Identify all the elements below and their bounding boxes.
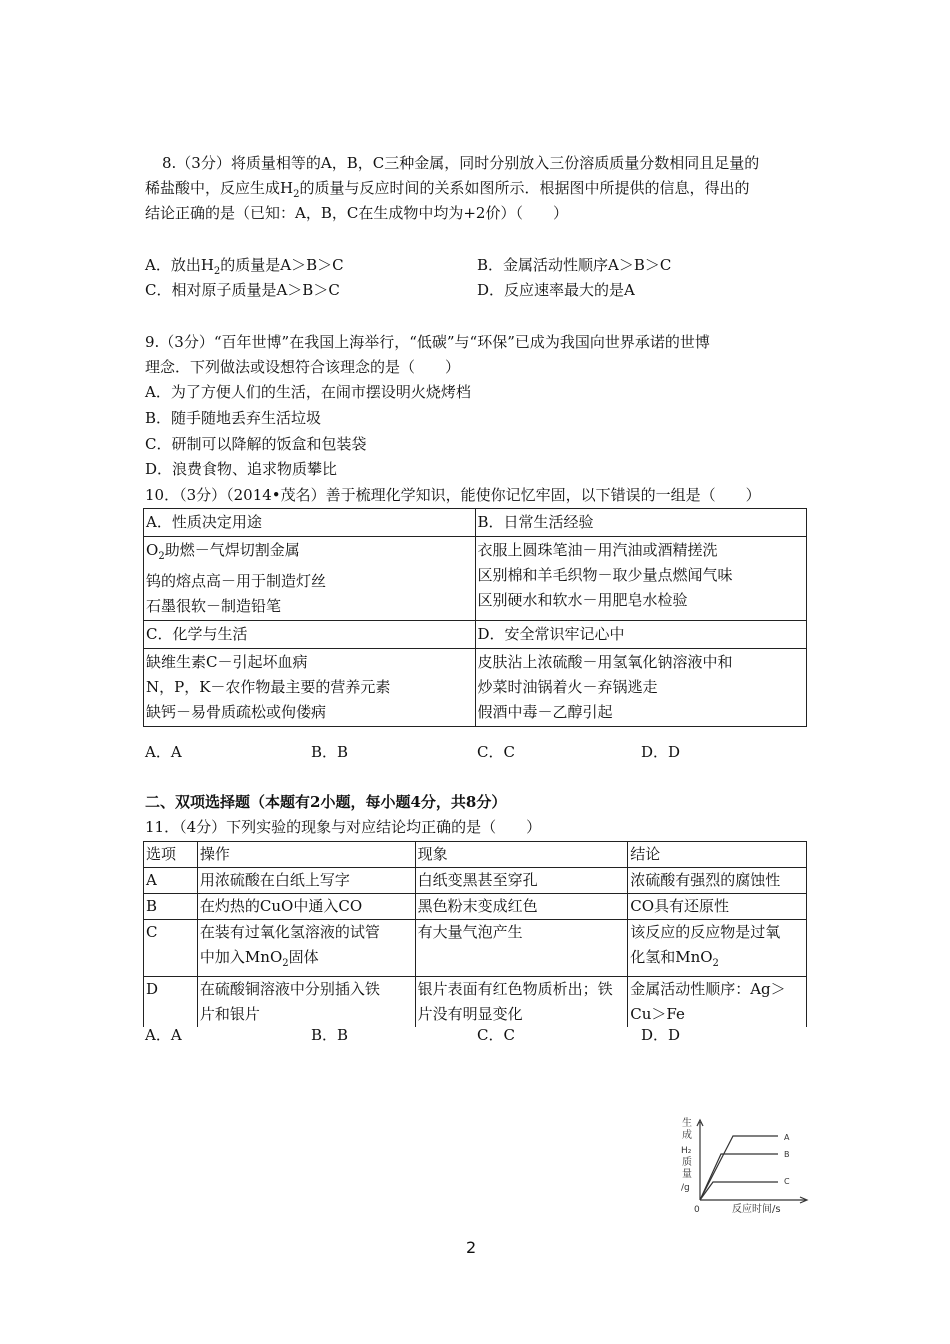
curve-label-c: C	[784, 1177, 790, 1186]
q9-line1: 9.（3分）“百年世博”在我国上海举行，“低碳”与“环保”已成为我国向世界承诺的世博	[145, 333, 710, 351]
q8-option-b: B．金属活动性顺序A＞B＞C	[477, 256, 672, 274]
q11-stem: 11．（4分）下列实验的现象与对应结论均正确的是（ ）	[145, 818, 542, 836]
q9-option-c: C．研制可以降解的饭盒和包装袋	[145, 435, 367, 453]
q10-cell-c-body: 缺维生素C－引起坏血病 N，P，K－农作物最主要的营养元素 缺钙－易骨质疏松或佝偻病	[144, 649, 476, 727]
figure-ylabel-char: /g	[681, 1183, 690, 1193]
curve-c	[700, 1182, 778, 1200]
figure-xlabel: 反应时间/s	[732, 1204, 781, 1215]
q11-header-conclusion: 结论	[628, 842, 807, 868]
figure-ylabel-char: 质	[682, 1157, 692, 1168]
q8-line2: 稀盐酸中，反应生成$H_2$的质量与反应时间的关系如图所示．根据图中所提供的信息，得出的	[145, 179, 750, 200]
curve-label-a: A	[784, 1133, 790, 1142]
q11-header-row	[144, 842, 807, 868]
q9-option-a: A．为了方便人们的生活，在闹市摆设明火烧烤档	[145, 383, 471, 401]
q10-cell-b-body: 衣服上圆珠笔油－用汽油或酒精搓洗 区别棉和羊毛织物－取少量点燃闻气味 区别硬水和软水－用肥皂水检验	[475, 537, 807, 621]
q10-option-b: B．B	[311, 743, 349, 761]
section-title: 二、双项选择题（本题有2小题，每小题4分，共8分）	[145, 793, 507, 811]
table-row: B 在灼热的CuO中通入CO 黑色粉末变成红色 CO具有还原性	[144, 894, 807, 920]
q9-line2: 理念．下列做法或设想符合该理念的是（ ）	[145, 358, 461, 376]
figure-origin: 0	[694, 1205, 700, 1215]
figure-ylabel-char: 量	[682, 1169, 692, 1180]
q11-header-phenomenon: 现象	[415, 842, 628, 868]
q10-cell-c-head: C．化学与生活	[144, 621, 476, 649]
q11-option-a: A．A	[145, 1026, 182, 1044]
q8-option-d: D．反应速率最大的是A	[477, 281, 635, 299]
q10-option-a: A．A	[145, 743, 182, 761]
table-row: A 用浓硫酸在白纸上写字 白纸变黑甚至穿孔 浓硫酸有强烈的腐蚀性	[144, 868, 807, 894]
q10-stem: 10．（3分）（2014•茂名）善于梳理化学知识，能使你记忆牢固，以下错误的一组是（ ）	[145, 486, 761, 504]
q8-line1: 8.（3分）将质量相等的A，B，C三种金属，同时分别放入三份溶质质量分数相同且足量的	[162, 154, 760, 172]
curve-label-b: B	[784, 1150, 790, 1159]
figure-ylabel-char: H₂	[681, 1146, 692, 1156]
q8-option-c: C．相对原子质量是A＞B＞C	[145, 281, 340, 299]
q11-header-option: 选项	[144, 842, 198, 868]
figure-ylabel-char: 成	[682, 1130, 692, 1141]
q8-option-a: A．放出$H_2$的质量是A＞B＞C	[145, 256, 344, 277]
q11-header-operation: 操作	[197, 842, 415, 868]
q10-option-c: C．C	[477, 743, 515, 761]
q10-cell-d-head: D．安全常识牢记心中	[475, 621, 807, 649]
q11-option-b: B．B	[311, 1026, 349, 1044]
q9-option-d: D．浪费食物、追求物质攀比	[145, 460, 338, 478]
q10-cell-b-head: B．日常生活经验	[475, 509, 807, 537]
q10-cell-a-body: $O_2$助燃－气焊切割金属 钨的熔点高－用于制造灯丝 石墨很软－制造铅笔	[144, 537, 476, 621]
q9-option-b: B．随手随地丢弃生活垃圾	[145, 409, 322, 427]
q10-table	[143, 508, 807, 727]
figure-ylabel-char: 生	[682, 1118, 692, 1129]
table-row: C 在装有过氧化氢溶液的试管 中加入MnO$_2$固体 有大量气泡产生 该反应的反应物是过氧 化氢和MnO$_2$	[144, 920, 807, 977]
table-row: D 在硫酸铜溶液中分别插入铁 片和银片 银片表面有红色物质析出；铁 片没有明显变化 金属活动性顺序：Ag＞ Cu＞Fe	[144, 977, 807, 1028]
q11-option-c: C．C	[477, 1026, 515, 1044]
q10-cell-a-head: A．性质决定用途	[144, 509, 476, 537]
q11-table	[143, 841, 807, 1027]
q8-figure	[676, 1112, 816, 1217]
q10-cell-d-body: 皮肤沾上浓硫酸－用氢氧化钠溶液中和 炒菜时油锅着火－弃锅逃走 假酒中毒－乙醇引起	[475, 649, 807, 727]
page-number: 2	[466, 1238, 477, 1257]
curve-a	[700, 1136, 778, 1200]
q10-option-d: D．D	[641, 743, 681, 761]
q8-line3: 结论正确的是（已知：A，B，C在生成物中均为+2价）（ ）	[145, 204, 568, 222]
q11-option-d: D．D	[641, 1026, 681, 1044]
